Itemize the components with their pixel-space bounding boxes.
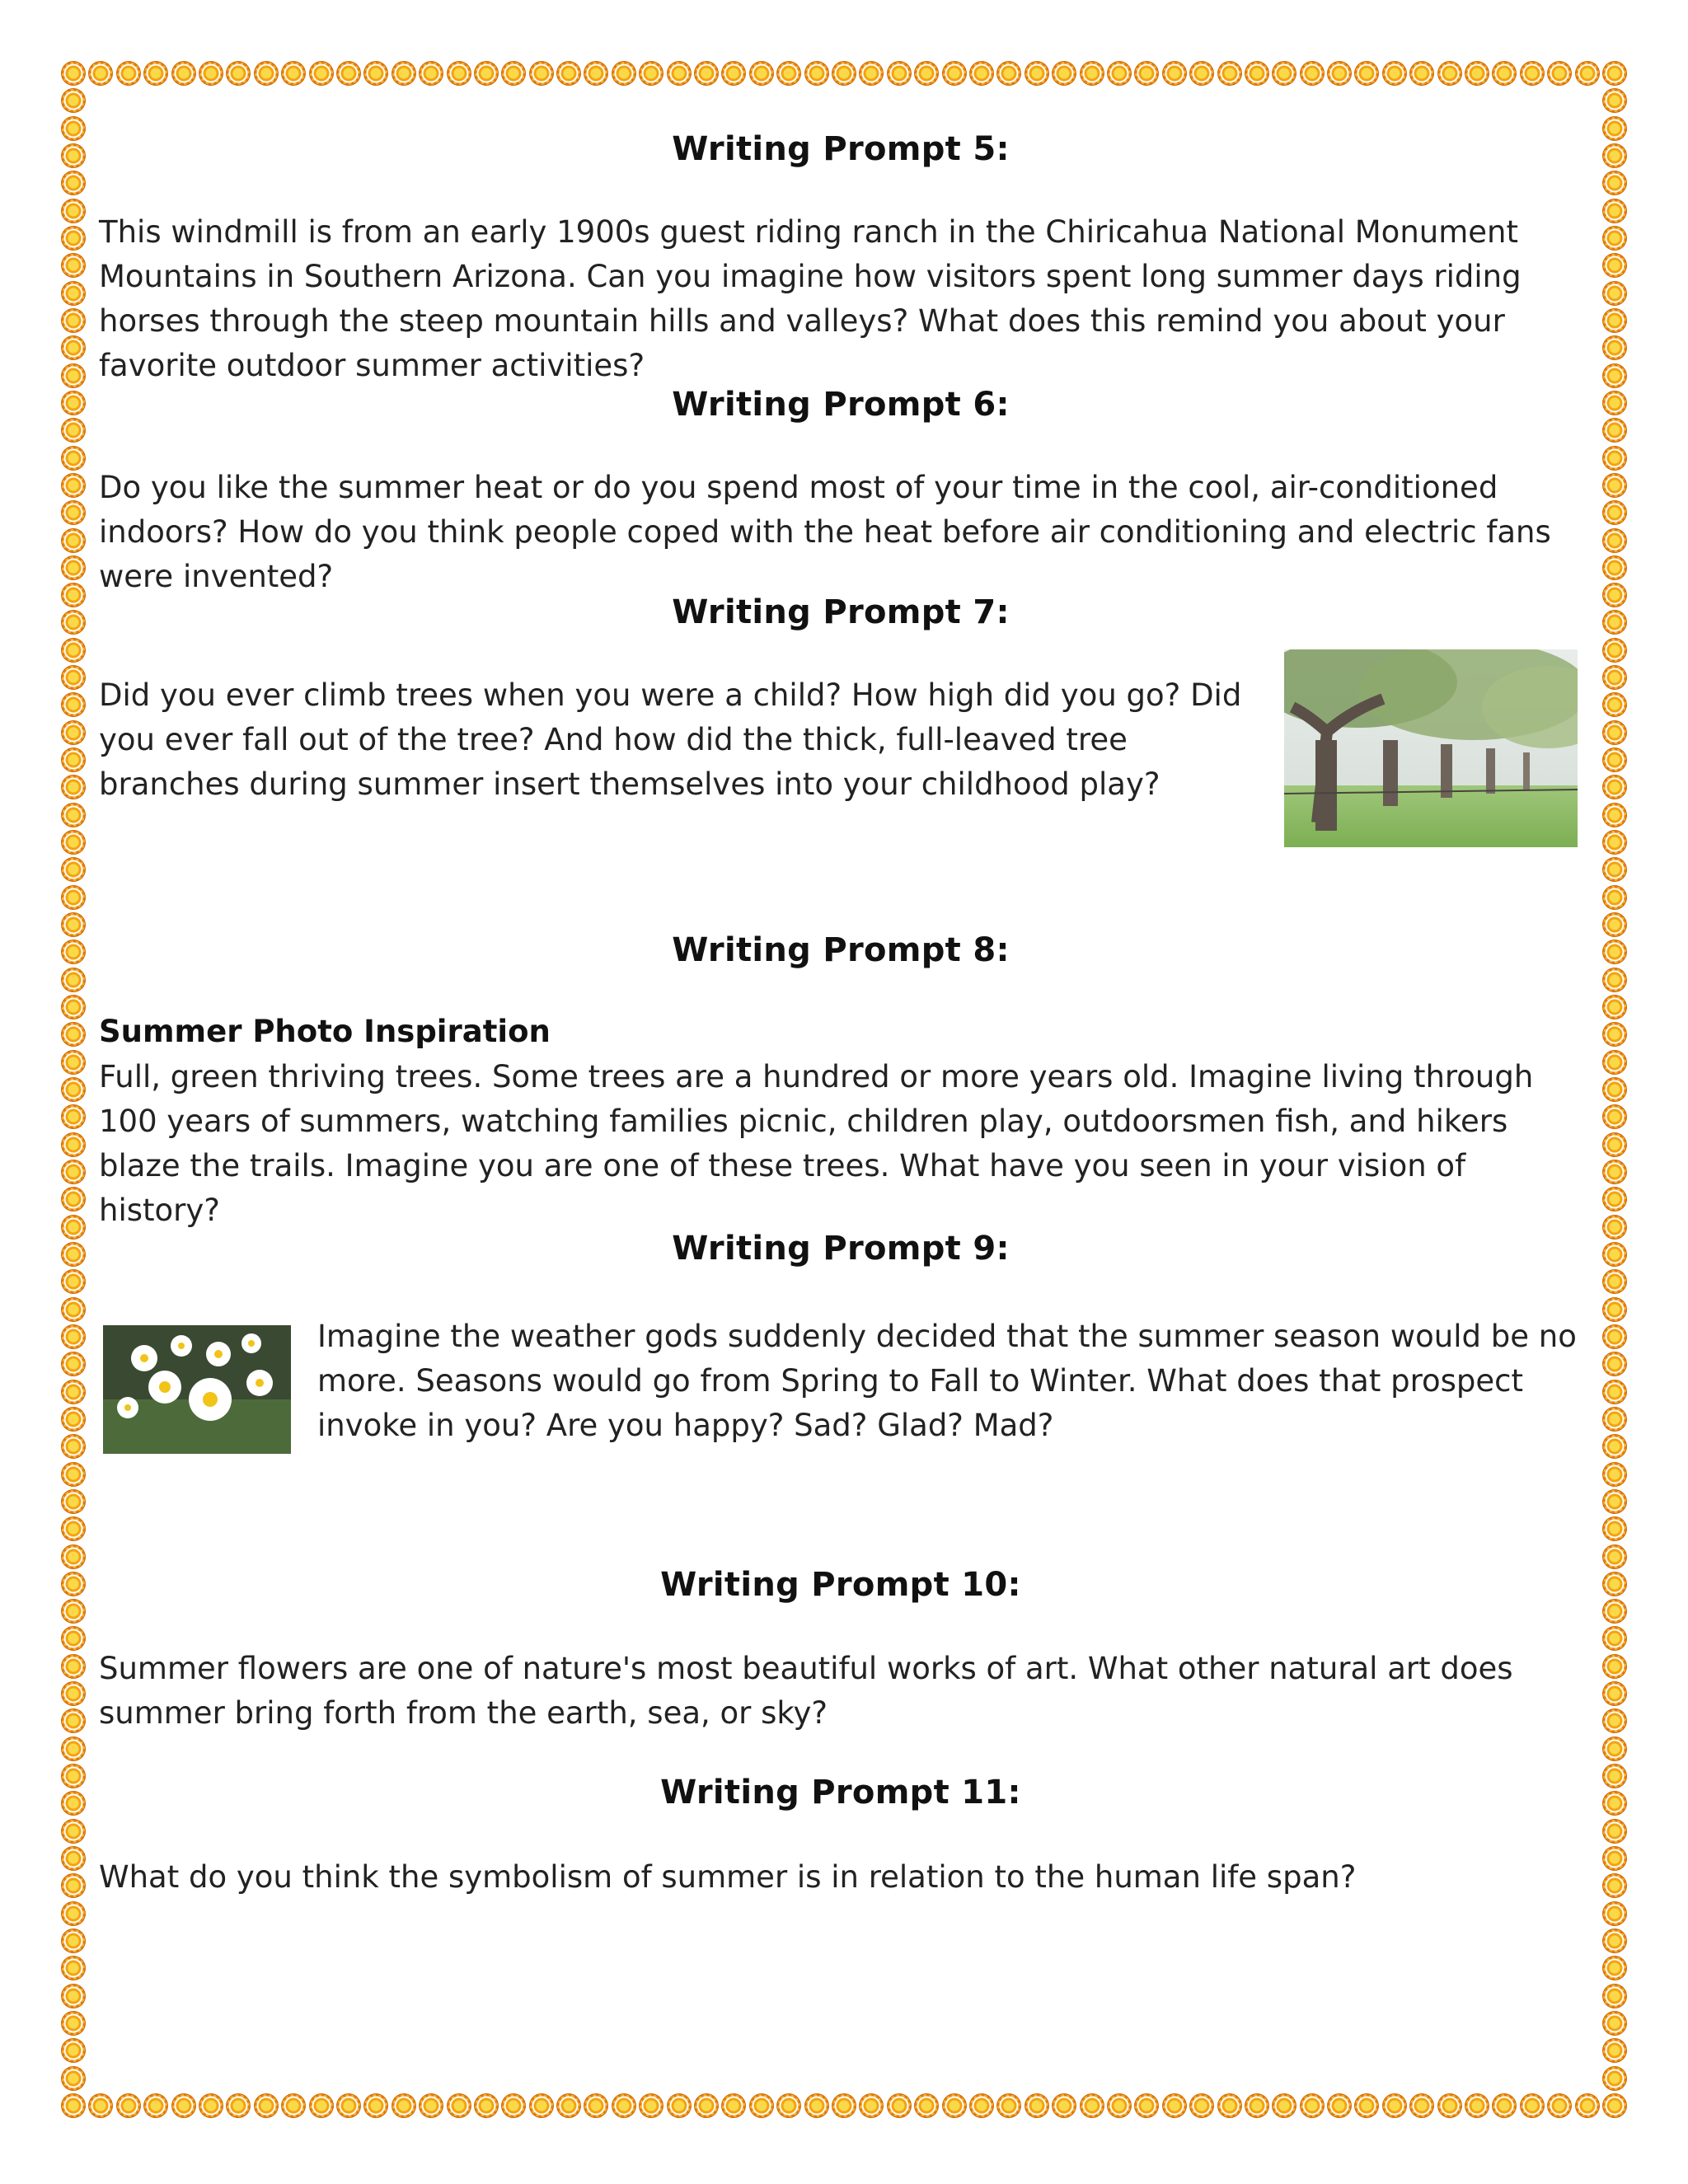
sunflower-border-icon <box>61 1352 86 1376</box>
sunflower-border-icon <box>1080 2093 1104 2118</box>
sunflower-border-icon <box>1602 1407 1627 1432</box>
sunflower-border-icon <box>1602 1791 1627 1816</box>
sunflower-border-icon <box>61 1434 86 1459</box>
sunflower-border-icon <box>61 1050 86 1075</box>
sunflower-border-icon <box>1602 1956 1627 1980</box>
sunflower-border-icon <box>1465 2093 1489 2118</box>
sunflower-border-icon <box>969 61 994 86</box>
sunflower-border-icon <box>1602 335 1627 360</box>
sunflower-border-icon <box>61 885 86 910</box>
sunflower-border-icon <box>143 2093 168 2118</box>
sunflower-border-icon <box>61 1819 86 1844</box>
sunflower-border-icon <box>832 2093 856 2118</box>
sunflower-border-icon <box>1217 2093 1242 2118</box>
sunflower-border-icon <box>61 1929 86 1953</box>
trees-photo <box>1284 649 1578 847</box>
sunflower-border-icon <box>501 61 526 86</box>
sunflower-border-icon <box>1492 2093 1517 2118</box>
sunflower-border-icon <box>1520 61 1545 86</box>
sunflower-border-icon <box>61 2066 86 2091</box>
sunflower-border-icon <box>392 61 416 86</box>
sunflower-border-icon <box>1602 968 1627 992</box>
sunflower-border-icon <box>61 1132 86 1157</box>
sunflower-border-icon <box>1354 61 1379 86</box>
sunflower-border-icon <box>1602 1708 1627 1733</box>
sunflower-border-icon <box>61 1160 86 1184</box>
sunflower-border-icon <box>1602 473 1627 498</box>
sunflower-border-icon <box>776 2093 801 2118</box>
sunflower-border-icon <box>1602 1736 1627 1761</box>
sunflower-border-icon <box>1602 281 1627 306</box>
sunflower-border-icon <box>1602 912 1627 937</box>
prompt-11-text: What do you think the symbolism of summer is in relation to the human life span? <box>99 1859 1357 1895</box>
sunflower-border-icon <box>639 61 663 86</box>
sunflower-border-icon <box>1327 2093 1352 2118</box>
sunflower-border-icon <box>1602 1434 1627 1459</box>
sunflower-border-icon <box>942 61 967 86</box>
sunflower-border-icon <box>887 61 912 86</box>
sunflower-border-icon <box>1602 88 1627 113</box>
sunflower-border-icon <box>61 1984 86 2008</box>
sunflower-border-icon <box>556 2093 581 2118</box>
sunflower-border-icon <box>1602 528 1627 553</box>
sunflower-border-icon <box>61 610 86 635</box>
sunflower-border-icon <box>254 61 279 86</box>
sunflower-border-icon <box>667 2093 692 2118</box>
sunflower-border-icon <box>1602 1187 1627 1212</box>
sunflower-border-icon <box>584 61 608 86</box>
sunflower-border-icon <box>694 61 719 86</box>
daisies-photo <box>103 1325 291 1454</box>
prompt-7-text: Did you ever climb trees when you were a child? How high did you go? Did you ever fall out of the tree? And how did the thick, full-leaved tree branches during summer insert themselves into your childhood play? <box>99 677 1242 802</box>
sunflower-border-icon <box>61 803 86 827</box>
sunflower-border-icon <box>474 2093 499 2118</box>
sunflower-border-icon <box>61 391 86 415</box>
sunflower-border-icon <box>1602 665 1627 690</box>
sunflower-border-icon <box>1327 61 1352 86</box>
sunflower-border-icon <box>1602 885 1627 910</box>
sunflower-border-icon <box>1602 995 1627 1019</box>
sunflower-border-icon <box>61 830 86 855</box>
sunflower-border-icon <box>61 2011 86 2036</box>
sunflower-border-icon <box>61 1544 86 1569</box>
prompt-9-heading: Writing Prompt 9: <box>672 1230 1010 1268</box>
prompt-6-heading: Writing Prompt 6: <box>672 386 1010 424</box>
sunflower-border-icon <box>61 748 86 772</box>
sunflower-border-icon <box>1134 61 1159 86</box>
prompt-5-heading: Writing Prompt 5: <box>672 130 1010 168</box>
sunflower-border-icon <box>969 2093 994 2118</box>
sunflower-border-icon <box>859 2093 884 2118</box>
sunflower-border-icon <box>1080 61 1104 86</box>
sunflower-border-icon <box>1602 391 1627 415</box>
sunflower-border-icon <box>1052 2093 1076 2118</box>
sunflower-border-icon <box>61 1654 86 1679</box>
sunflower-border-icon <box>1409 61 1434 86</box>
sunflower-border-icon <box>61 253 86 278</box>
sunflower-border-icon <box>1602 2011 1627 2036</box>
sunflower-border-icon <box>336 2093 361 2118</box>
sunflower-border-icon <box>1602 1324 1627 1349</box>
sunflower-border-icon <box>61 61 86 86</box>
sunflower-border-icon <box>61 1242 86 1267</box>
sunflower-border-icon <box>61 1873 86 1898</box>
sunflower-border-icon <box>1025 2093 1049 2118</box>
sunflower-border-icon <box>281 2093 306 2118</box>
sunflower-border-icon <box>1602 720 1627 745</box>
sunflower-border-icon <box>171 2093 196 2118</box>
sunflower-border-icon <box>447 2093 471 2118</box>
prompt-10-heading: Writing Prompt 10: <box>660 1566 1021 1604</box>
sunflower-border-icon <box>1025 61 1049 86</box>
sunflower-border-icon <box>199 2093 223 2118</box>
sunflower-border-icon <box>281 61 306 86</box>
sunflower-border-icon <box>1245 61 1269 86</box>
sunflower-border-icon <box>1602 363 1627 388</box>
sunflower-border-icon <box>61 1380 86 1404</box>
sunflower-border-icon <box>419 2093 443 2118</box>
sunflower-border-icon <box>1134 2093 1159 2118</box>
sunflower-border-icon <box>254 2093 279 2118</box>
sunflower-border-icon <box>61 1572 86 1596</box>
sunflower-border-icon <box>1409 2093 1434 2118</box>
sunflower-border-icon <box>61 638 86 663</box>
sunflower-border-icon <box>1602 1516 1627 1541</box>
sunflower-border-icon <box>501 2093 526 2118</box>
sunflower-border-icon <box>1602 803 1627 827</box>
sunflower-border-icon <box>721 61 746 86</box>
sunflower-border-icon <box>721 2093 746 2118</box>
sunflower-border-icon <box>61 1846 86 1871</box>
sunflower-border-icon <box>61 418 86 443</box>
prompt-9-text: Imagine the weather gods suddenly decided that the summer season would be no more. Seasons would go from Spring to Fall to Winter. What does that prospect invoke in you? Are you happy? Sad? Glad? Mad? <box>317 1319 1577 1443</box>
sunflower-border-icon <box>474 61 499 86</box>
sunflower-border-icon <box>1547 61 1572 86</box>
sunflower-border-icon <box>1520 2093 1545 2118</box>
sunflower-border-icon <box>1602 692 1627 717</box>
sunflower-border-icon <box>1602 1984 1627 2008</box>
sunflower-border-icon <box>171 61 196 86</box>
sunflower-border-icon <box>749 2093 774 2118</box>
sunflower-border-icon <box>419 61 443 86</box>
sunflower-border-icon <box>61 1269 86 1294</box>
sunflower-border-icon <box>1189 61 1214 86</box>
sunflower-border-icon <box>61 88 86 113</box>
sunflower-border-icon <box>61 1297 86 1322</box>
sunflower-border-icon <box>1354 2093 1379 2118</box>
sunflower-border-icon <box>61 1764 86 1788</box>
sunflower-border-icon <box>61 1708 86 1733</box>
sunflower-border-icon <box>88 2093 113 2118</box>
sunflower-border-icon <box>1602 1132 1627 1157</box>
sunflower-border-icon <box>1602 610 1627 635</box>
sunflower-border-icon <box>1602 253 1627 278</box>
prompt-8-text: Full, green thriving trees. Some trees are a hundred or more years old. Imagine living through 100 years of summers, watching families picnic, children play, outdoorsmen fish, and hikers blaze the trails. Imagine you are one of these trees. What have you seen in your vision of history? <box>99 1059 1534 1228</box>
sunflower-border-icon <box>859 61 884 86</box>
sunflower-border-icon <box>1602 1077 1627 1102</box>
sunflower-border-icon <box>226 61 251 86</box>
sunflower-border-icon <box>1272 61 1296 86</box>
sunflower-border-icon <box>61 968 86 992</box>
sunflower-border-icon <box>1602 1352 1627 1376</box>
sunflower-border-icon <box>1162 61 1187 86</box>
sunflower-border-icon <box>529 2093 554 2118</box>
sunflower-border-icon <box>1602 500 1627 525</box>
sunflower-border-icon <box>61 775 86 799</box>
sunflower-border-icon <box>61 2093 86 2118</box>
sunflower-border-icon <box>1382 61 1407 86</box>
sunflower-border-icon <box>61 692 86 717</box>
sunflower-border-icon <box>61 940 86 964</box>
sunflower-border-icon <box>61 281 86 306</box>
sunflower-border-icon <box>61 446 86 471</box>
sunflower-border-icon <box>61 1901 86 1926</box>
sunflower-border-icon <box>1107 2093 1132 2118</box>
sunflower-border-icon <box>1602 2066 1627 2091</box>
sunflower-border-icon <box>584 2093 608 2118</box>
sunflower-border-icon <box>61 1022 86 1047</box>
sunflower-border-icon <box>639 2093 663 2118</box>
sunflower-border-icon <box>1602 143 1627 168</box>
sunflower-border-icon <box>1602 171 1627 195</box>
sunflower-border-icon <box>942 2093 967 2118</box>
sunflower-border-icon <box>914 2093 939 2118</box>
sunflower-border-icon <box>914 61 939 86</box>
prompt-5-text: This windmill is from an early 1900s guest riding ranch in the Chiricahua National Monument Mountains in Southern Arizona. Can you imagine how visitors spent long summer days riding horses through the steep mountain hills and valleys? What does this remind you about your favorite outdoor summer activities? <box>99 214 1522 383</box>
prompt-8-subheading: Summer Photo Inspiration <box>99 1014 551 1049</box>
sunflower-border-icon <box>61 1077 86 1102</box>
sunflower-border-icon <box>1602 1022 1627 1047</box>
sunflower-border-icon <box>1547 2093 1572 2118</box>
sunflower-border-icon <box>61 1215 86 1240</box>
sunflower-border-icon <box>1602 1846 1627 1871</box>
sunflower-border-icon <box>61 308 86 333</box>
prompt-11-heading: Writing Prompt 11: <box>660 1774 1021 1811</box>
sunflower-border-icon <box>61 555 86 580</box>
sunflower-border-icon <box>804 2093 829 2118</box>
sunflower-border-icon <box>1602 418 1627 443</box>
sunflower-border-icon <box>61 1736 86 1761</box>
sunflower-border-icon <box>61 857 86 882</box>
sunflower-border-icon <box>1602 638 1627 663</box>
sunflower-border-icon <box>61 1626 86 1651</box>
sunflower-border-icon <box>1602 116 1627 141</box>
sunflower-border-icon <box>1602 1050 1627 1075</box>
sunflower-border-icon <box>612 2093 636 2118</box>
sunflower-border-icon <box>1602 583 1627 607</box>
sunflower-border-icon <box>1602 1681 1627 1706</box>
sunflower-border-icon <box>61 226 86 251</box>
sunflower-border-icon <box>1602 830 1627 855</box>
sunflower-border-icon <box>776 61 801 86</box>
sunflower-border-icon <box>749 61 774 86</box>
sunflower-border-icon <box>1602 226 1627 251</box>
sunflower-border-icon <box>1602 1104 1627 1129</box>
sunflower-border-icon <box>116 2093 141 2118</box>
sunflower-border-icon <box>1052 61 1076 86</box>
prompt-6-text: Do you like the summer heat or do you spend most of your time in the cool, air-conditioned indoors? How do you think people coped with the heat before air conditioning and electric fans were invented? <box>99 470 1551 594</box>
sunflower-border-icon <box>1602 775 1627 799</box>
sunflower-border-icon <box>61 1599 86 1624</box>
sunflower-border-icon <box>1602 308 1627 333</box>
sunflower-border-icon <box>1437 2093 1462 2118</box>
sunflower-border-icon <box>61 363 86 388</box>
sunflower-border-icon <box>61 1407 86 1432</box>
sunflower-border-icon <box>226 2093 251 2118</box>
sunflower-border-icon <box>61 583 86 607</box>
sunflower-border-icon <box>1602 940 1627 964</box>
sunflower-border-icon <box>61 1681 86 1706</box>
sunflower-border-icon <box>1602 2093 1627 2118</box>
sunflower-border-icon <box>1602 1380 1627 1404</box>
sunflower-border-icon <box>1602 1544 1627 1569</box>
sunflower-border-icon <box>1602 1160 1627 1184</box>
sunflower-border-icon <box>1602 1626 1627 1651</box>
sunflower-border-icon <box>309 2093 334 2118</box>
sunflower-border-icon <box>1602 1215 1627 1240</box>
sunflower-border-icon <box>694 2093 719 2118</box>
sunflower-border-icon <box>1300 2093 1325 2118</box>
sunflower-border-icon <box>667 61 692 86</box>
sunflower-border-icon <box>199 61 223 86</box>
sunflower-border-icon <box>1382 2093 1407 2118</box>
sunflower-border-icon <box>1162 2093 1187 2118</box>
sunflower-border-icon <box>996 2093 1021 2118</box>
sunflower-border-icon <box>996 61 1021 86</box>
sunflower-border-icon <box>529 61 554 86</box>
sunflower-border-icon <box>1602 1462 1627 1487</box>
sunflower-border-icon <box>1602 1901 1627 1926</box>
sunflower-border-icon <box>612 61 636 86</box>
sunflower-border-icon <box>1465 61 1489 86</box>
sunflower-border-icon <box>61 2038 86 2063</box>
sunflower-border-icon <box>88 61 113 86</box>
sunflower-border-icon <box>61 1324 86 1349</box>
sunflower-border-icon <box>1602 1599 1627 1624</box>
sunflower-border-icon <box>61 473 86 498</box>
sunflower-border-icon <box>61 500 86 525</box>
sunflower-border-icon <box>1189 2093 1214 2118</box>
sunflower-border-icon <box>804 61 829 86</box>
sunflower-border-icon <box>447 61 471 86</box>
sunflower-border-icon <box>61 1956 86 1980</box>
sunflower-border-icon <box>1602 1873 1627 1898</box>
sunflower-border-icon <box>1602 748 1627 772</box>
sunflower-border-icon <box>61 335 86 360</box>
sunflower-border-icon <box>61 116 86 141</box>
sunflower-border-icon <box>1575 61 1600 86</box>
prompt-10-text: Summer flowers are one of nature's most beautiful works of art. What other natural art does summer bring forth from the earth, sea, or sky? <box>99 1651 1513 1731</box>
sunflower-border-icon <box>1602 1819 1627 1844</box>
sunflower-border-icon <box>143 61 168 86</box>
sunflower-border-icon <box>1602 555 1627 580</box>
sunflower-border-icon <box>1602 1489 1627 1514</box>
sunflower-border-icon <box>1437 61 1462 86</box>
sunflower-border-icon <box>61 171 86 195</box>
sunflower-border-icon <box>1272 2093 1296 2118</box>
sunflower-border-icon <box>1602 1764 1627 1788</box>
sunflower-border-icon <box>61 720 86 745</box>
sunflower-border-icon <box>1602 1269 1627 1294</box>
sunflower-border-icon <box>61 1187 86 1212</box>
sunflower-border-icon <box>1602 1242 1627 1267</box>
sunflower-border-icon <box>1602 2038 1627 2063</box>
sunflower-border-icon <box>61 1462 86 1487</box>
sunflower-border-icon <box>1602 1929 1627 1953</box>
sunflower-border-icon <box>61 995 86 1019</box>
sunflower-border-icon <box>61 912 86 937</box>
sunflower-border-icon <box>61 199 86 223</box>
sunflower-border-icon <box>363 61 388 86</box>
prompt-7-heading: Writing Prompt 7: <box>672 593 1010 631</box>
sunflower-border-icon <box>887 2093 912 2118</box>
sunflower-border-icon <box>61 143 86 168</box>
sunflower-border-icon <box>1107 61 1132 86</box>
sunflower-border-icon <box>61 665 86 690</box>
sunflower-border-icon <box>1245 2093 1269 2118</box>
sunflower-border-icon <box>1602 61 1627 86</box>
sunflower-border-icon <box>61 528 86 553</box>
sunflower-border-icon <box>1575 2093 1600 2118</box>
sunflower-border-icon <box>1300 61 1325 86</box>
sunflower-border-icon <box>1602 1572 1627 1596</box>
sunflower-border-icon <box>61 1516 86 1541</box>
sunflower-border-icon <box>61 1489 86 1514</box>
sunflower-border-icon <box>61 1104 86 1129</box>
sunflower-border-icon <box>116 61 141 86</box>
sunflower-border-icon <box>336 61 361 86</box>
sunflower-border-icon <box>1602 1297 1627 1322</box>
sunflower-border-icon <box>1602 857 1627 882</box>
sunflower-border-icon <box>832 61 856 86</box>
sunflower-border-icon <box>1492 61 1517 86</box>
sunflower-border-icon <box>363 2093 388 2118</box>
sunflower-border-icon <box>1602 199 1627 223</box>
sunflower-border-icon <box>309 61 334 86</box>
sunflower-border-icon <box>61 1791 86 1816</box>
sunflower-border-icon <box>392 2093 416 2118</box>
sunflower-border-icon <box>1602 446 1627 471</box>
sunflower-border-icon <box>1602 1654 1627 1679</box>
sunflower-border-icon <box>556 61 581 86</box>
prompt-8-heading: Writing Prompt 8: <box>672 931 1010 969</box>
sunflower-border-icon <box>1217 61 1242 86</box>
